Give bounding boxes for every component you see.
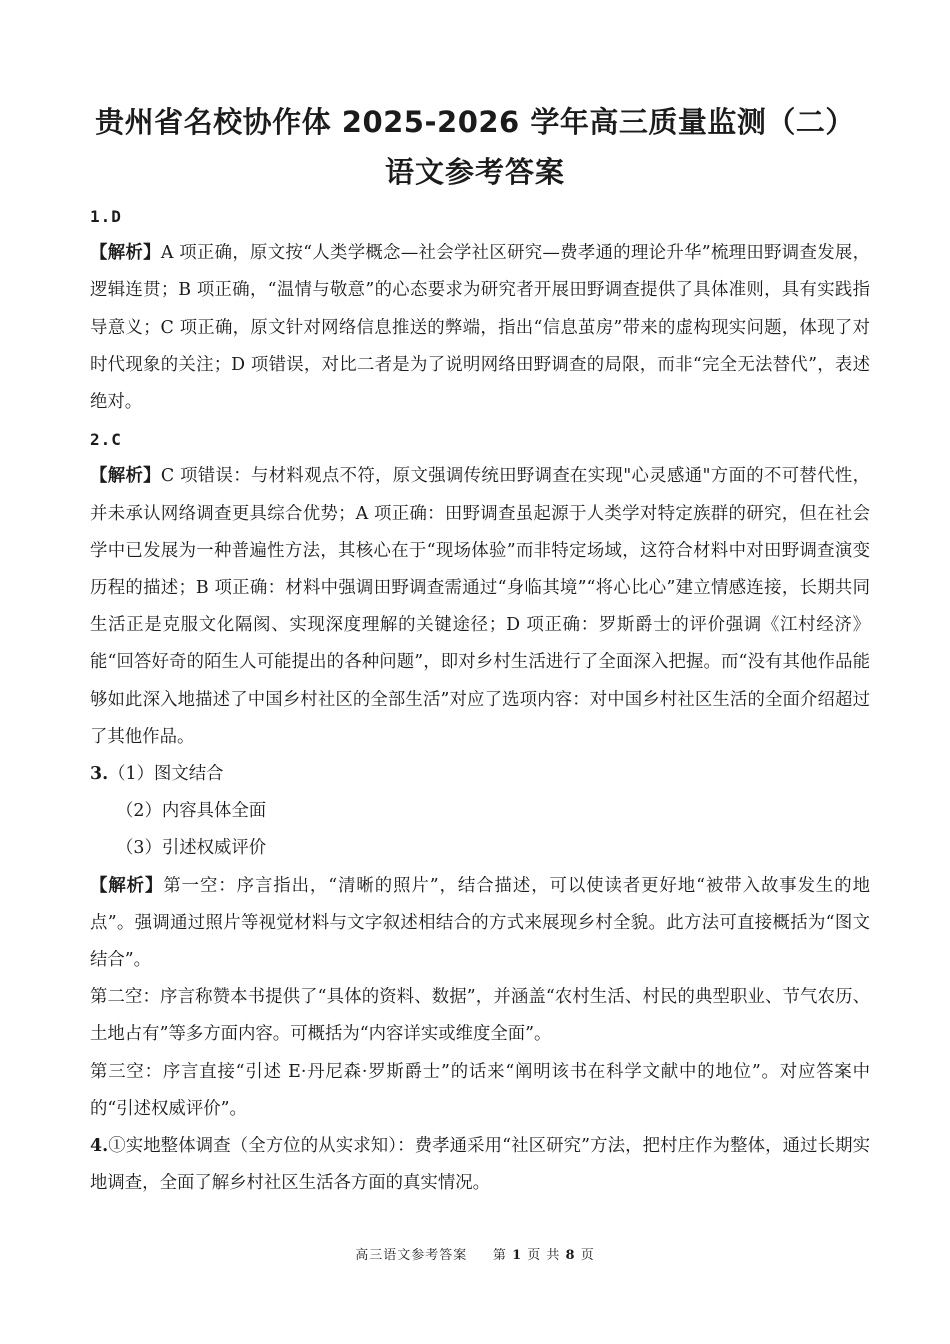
q4-answer	[90, 1128, 870, 1202]
q1-analysis	[90, 235, 870, 421]
footer-page-number: 1	[512, 1248, 523, 1263]
analysis-tag: 【解析】	[90, 243, 161, 264]
q1-analysis-text: A 项正确，原文按“人类学概念—社会学社区研究—费孝通的理论升华”梳理田野调查发展，逻辑连贯；B 项正确，“温情与敬意”的心态要求为研究者开展田野调查提供了具体准则，具有实践指导意义；C 项正确，原文针对网络信息推送的弊端，指出“信息茧房”带来的虚构现实问题，体现了对时代现象的关注；D 项错误，对比二者是为了说明网络田野调查的局限，而非“完全无法替代”，表述绝对。	[90, 243, 870, 413]
q3-item-3: （3）引述权威评价	[116, 838, 267, 859]
footer-page-total: 8	[565, 1248, 576, 1263]
q3-analysis	[90, 868, 870, 980]
document-subtitle: 语文参考答案	[384, 155, 565, 189]
q1-answer: 1.D	[90, 207, 122, 226]
footer-doc-name: 高三语文参考答案	[355, 1248, 468, 1263]
q3-para-2: 第二空：序言称赞本书提供了“具体的资料、数据”，并涵盖“农村生活、村民的典型职业、节气农历、土地占有”等多方面内容。可概括为“内容详实或维度全面”。	[90, 987, 870, 1045]
footer-page-mid: 页 共	[527, 1248, 561, 1263]
q2-answer: 2.C	[90, 430, 122, 450]
q3-analysis-text: 第一空：序言指出，“清晰的照片”，结合描述，可以使读者更好地“被带入故事发生的地点”。强调通过照片等视觉材料与文字叙述相结合的方式来展现乡村全貌。此方法可直接概括为“图文结合”。	[90, 875, 870, 971]
analysis-tag: 【解析】	[90, 875, 164, 896]
answer-body	[90, 198, 870, 1202]
q4-number: 4.	[90, 1136, 109, 1157]
footer-page-suffix: 页	[580, 1248, 595, 1263]
q4-text: ①实地整体调查（全方位的从实求知）：费孝通采用“社区研究”方法，把村庄作为整体，通过长期实地调查，全面了解乡村社区生活各方面的真实情况。	[90, 1136, 870, 1194]
q2-analysis	[90, 458, 870, 756]
q3-number: 3.	[90, 764, 109, 785]
q3-item-1	[90, 756, 870, 793]
q3-para-3: 第三空：序言直接“引述 E·丹尼森·罗斯爵士”的话来“阐明该书在科学文献中的地位”。对应答案中的“引述权威评价”。	[90, 1061, 870, 1119]
analysis-tag: 【解析】	[90, 466, 161, 487]
footer-page-prefix: 第	[492, 1248, 507, 1263]
q2-analysis-text: C 项错误：与材料观点不符，原文强调传统田野调查在实现"心灵感通"方面的不可替代性，并未承认网络调查更具综合优势；A 项正确：田野调查虽起源于人类学对特定族群的研究，但在社会学中已发展为一种普遍性方法，其核心在于“现场体验”而非特定场域，这符合材料中对田野调查演变历程的描述；B 项正确：材料中强调田野调查需通过“身临其境”“将心比心”建立情感连接，长期共同生活正是克服文化隔阂、实现深度理解的关键途径；D 项正确：罗斯爵士的评价强调《江村经济》能“回答好奇的陌生人可能提出的各种问题”，即对乡村生活进行了全面深入把握。而“没有其他作品能够如此深入地描述了中国乡村社区的全部生活”对应了选项内容：对中国乡村社区生活的全面介绍超过了其他作品。	[90, 466, 870, 747]
q3-item-1-text: （1）图文结合	[108, 764, 224, 785]
document-title: 贵州省名校协作体 2025-2026 学年高三质量监测（二）	[95, 105, 855, 139]
q3-item-2: （2）内容具体全面	[116, 801, 267, 822]
page-footer	[0, 1244, 950, 1263]
